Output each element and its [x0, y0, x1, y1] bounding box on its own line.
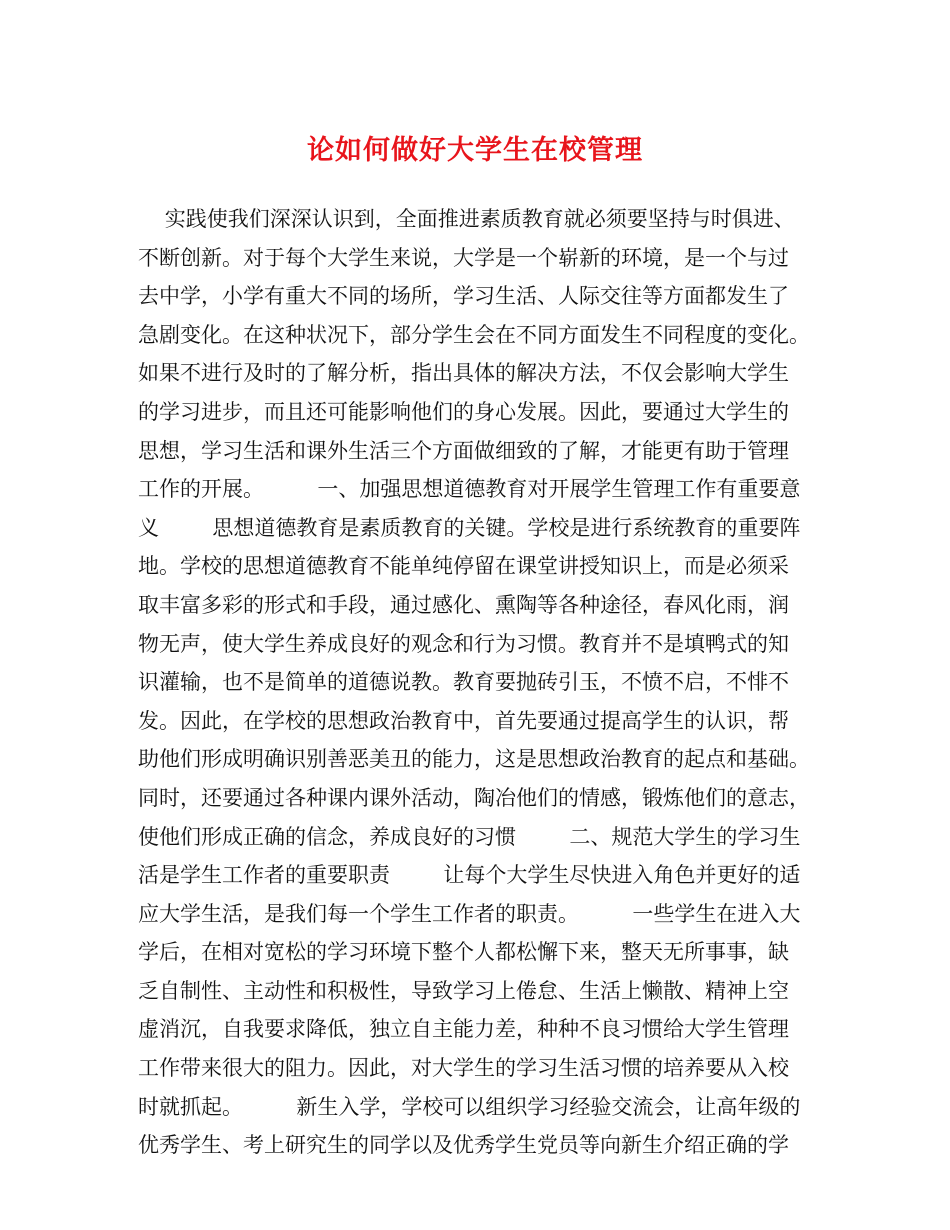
body-line: 去中学，小学有重大不同的场所，学习生活、人际交往等方面都发生了 [138, 284, 789, 309]
body-line: 优秀学生、考上研究生的同学以及优秀学生党员等向新生介绍正确的学 [138, 1133, 789, 1158]
body-line: 活是学生工作者的重要职责 让每个大学生尽快进入角色并更好的适 [138, 863, 801, 888]
body-line: 识灌输，也不是简单的道德说教。教育要抛砖引玉，不愤不启，不悱不 [138, 670, 789, 695]
body-line: 如果不进行及时的了解分析，指出具体的解决方法，不仅会影响大学生 [138, 361, 789, 386]
body-line: 义 思想道德教育是素质教育的关键。学校是进行系统教育的重要阵 [138, 515, 801, 540]
body-line: 乏自制性、主动性和积极性，导致学习上倦怠、生活上懒散、精神上空 [138, 978, 789, 1003]
body-line: 急剧变化。在这种状况下，部分学生会在不同方面发生不同程度的变化。 [138, 322, 810, 347]
body-line: 同时，还要通过各种课内课外活动，陶冶他们的情感，锻炼他们的意志， [138, 785, 810, 810]
body-line: 时就抓起。 新生入学，学校可以组织学习经验交流会，让高年级的 [138, 1094, 801, 1119]
body-line: 不断创新。对于每个大学生来说，大学是一个崭新的环境，是一个与过 [138, 245, 789, 270]
body-line: 取丰富多彩的形式和手段，通过感化、熏陶等各种途径，春风化雨，润 [138, 592, 789, 617]
body-line: 学后，在相对宽松的学习环境下整个人都松懈下来，整天无所事事，缺 [138, 940, 789, 965]
body-line: 工作的开展。 一、加强思想道德教育对开展学生管理工作有重要意 [138, 477, 801, 502]
body-line: 使他们形成正确的信念，养成良好的习惯 二、规范大学生的学习生 [138, 824, 801, 849]
body-line: 的学习进步，而且还可能影响他们的身心发展。因此，要通过大学生的 [138, 399, 789, 424]
body-line: 思想，学习生活和课外生活三个方面做细致的了解，才能更有助于管理 [138, 438, 789, 463]
document-body [138, 200, 828, 1165]
body-line: 助他们形成明确识别善恶美丑的能力，这是思想政治教育的起点和基础。 [138, 747, 810, 772]
body-line: 应大学生活，是我们每一个学生工作者的职责。 一些学生在进入大 [138, 901, 801, 926]
body-line: 物无声，使大学生养成良好的观念和行为习惯。教育并不是填鸭式的知 [138, 631, 789, 656]
body-line: 发。因此，在学校的思想政治教育中，首先要通过提高学生的认识，帮 [138, 708, 789, 733]
body-line: 工作带来很大的阻力。因此，对大学生的学习生活习惯的培养要从入校 [138, 1056, 789, 1081]
body-line: 虚消沉，自我要求降低，独立自主能力差，种种不良习惯给大学生管理 [138, 1017, 789, 1042]
body-line: 地。学校的思想道德教育不能单纯停留在课堂讲授知识上，而是必须采 [138, 554, 789, 579]
body-line: 实践使我们深深认识到，全面推进素质教育就必须要坚持与时俱进、 [138, 207, 795, 231]
document-title: 论如何做好大学生在校管理 [307, 135, 643, 166]
